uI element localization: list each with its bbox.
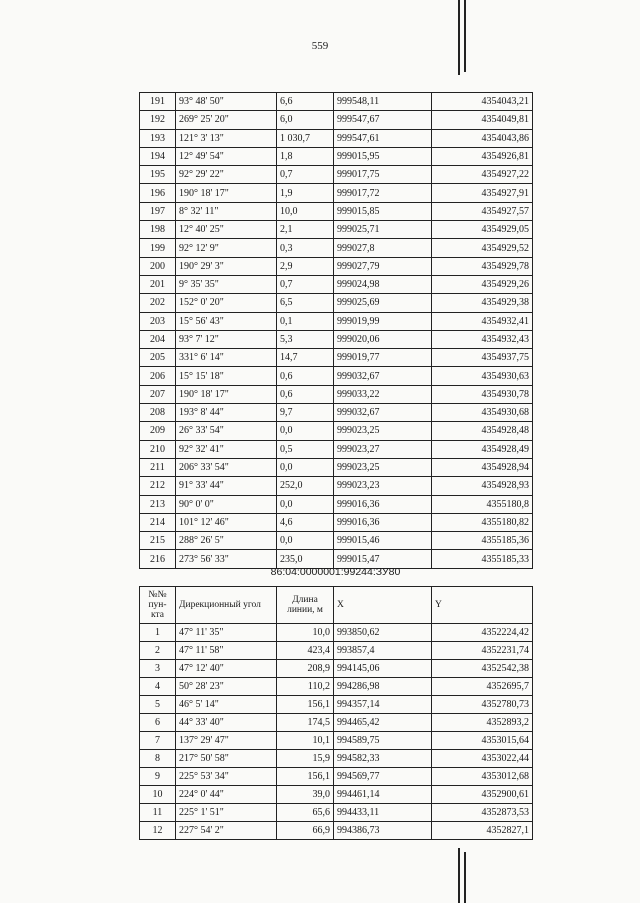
cell-point-number: 2 xyxy=(140,642,176,660)
header-point-number: №№ пун- кта xyxy=(140,587,176,624)
cell-direction-angle: 47° 11' 58" xyxy=(176,642,277,660)
cell-x: 999019,99 xyxy=(334,312,432,330)
cell-point-number: 210 xyxy=(140,440,176,458)
cell-line-length: 174,5 xyxy=(277,714,334,732)
cell-point-number: 204 xyxy=(140,330,176,348)
cell-direction-angle: 93° 48' 50" xyxy=(176,93,277,111)
cell-y: 4354043,21 xyxy=(432,93,533,111)
cell-point-number: 202 xyxy=(140,294,176,312)
cell-direction-angle: 12° 40' 25" xyxy=(176,221,277,239)
cell-y: 4354930,78 xyxy=(432,385,533,403)
cell-x: 994465,42 xyxy=(334,714,432,732)
cell-x: 999019,77 xyxy=(334,349,432,367)
table-row xyxy=(140,532,533,550)
scan-line-bottom-1 xyxy=(458,848,460,903)
cell-x: 999032,67 xyxy=(334,404,432,422)
cell-line-length: 0,6 xyxy=(277,385,334,403)
cell-line-length: 6,5 xyxy=(277,294,334,312)
cell-x: 999023,27 xyxy=(334,440,432,458)
cell-direction-angle: 9° 35' 35" xyxy=(176,275,277,293)
cell-direction-angle: 206° 33' 54" xyxy=(176,458,277,476)
cell-direction-angle: 93° 7' 12" xyxy=(176,330,277,348)
table-row xyxy=(140,367,533,385)
cell-y: 4354930,63 xyxy=(432,367,533,385)
cell-x: 999016,36 xyxy=(334,495,432,513)
cell-direction-angle: 12° 49' 54" xyxy=(176,147,277,165)
cell-direction-angle: 331° 6' 14" xyxy=(176,349,277,367)
cell-point-number: 8 xyxy=(140,750,176,768)
table-row xyxy=(140,93,533,111)
cell-y: 4354927,57 xyxy=(432,202,533,220)
cell-y: 4352827,1 xyxy=(432,822,533,840)
table-row xyxy=(140,786,533,804)
table-row xyxy=(140,184,533,202)
cell-x: 999025,69 xyxy=(334,294,432,312)
cell-line-length: 110,2 xyxy=(277,678,334,696)
table-row xyxy=(140,678,533,696)
cell-point-number: 200 xyxy=(140,257,176,275)
cell-x: 994286,98 xyxy=(334,678,432,696)
cell-point-number: 213 xyxy=(140,495,176,513)
cell-point-number: 7 xyxy=(140,732,176,750)
table-row xyxy=(140,495,533,513)
cell-line-length: 15,9 xyxy=(277,750,334,768)
cell-y: 4353015,64 xyxy=(432,732,533,750)
cell-line-length: 0,0 xyxy=(277,495,334,513)
cell-point-number: 6 xyxy=(140,714,176,732)
cell-x: 999033,22 xyxy=(334,385,432,403)
cell-direction-angle: 269° 25' 20" xyxy=(176,111,277,129)
coordinates-table-parcel xyxy=(139,586,533,840)
cell-line-length: 4,6 xyxy=(277,513,334,531)
cell-line-length: 0,1 xyxy=(277,312,334,330)
table-row xyxy=(140,221,533,239)
cell-point-number: 192 xyxy=(140,111,176,129)
cell-point-number: 5 xyxy=(140,696,176,714)
table-row xyxy=(140,642,533,660)
cell-point-number: 201 xyxy=(140,275,176,293)
cell-line-length: 208,9 xyxy=(277,660,334,678)
cell-y: 4354929,78 xyxy=(432,257,533,275)
cell-line-length: 5,3 xyxy=(277,330,334,348)
cell-direction-angle: 121° 3' 13" xyxy=(176,129,277,147)
cell-direction-angle: 8° 32' 11" xyxy=(176,202,277,220)
cell-y: 4355180,82 xyxy=(432,513,533,531)
cell-x: 994569,77 xyxy=(334,768,432,786)
page-number: 559 xyxy=(311,40,329,52)
cell-y: 4354929,52 xyxy=(432,239,533,257)
cell-x: 999547,67 xyxy=(334,111,432,129)
cell-direction-angle: 15° 15' 18" xyxy=(176,367,277,385)
cell-point-number: 10 xyxy=(140,786,176,804)
cell-y: 4354928,49 xyxy=(432,440,533,458)
cell-point-number: 215 xyxy=(140,532,176,550)
cell-y: 4354928,48 xyxy=(432,422,533,440)
table-header-row xyxy=(140,587,533,624)
cell-x: 999547,61 xyxy=(334,129,432,147)
cell-line-length: 0,5 xyxy=(277,440,334,458)
scan-line-bottom-2 xyxy=(464,852,466,903)
cell-point-number: 191 xyxy=(140,93,176,111)
table-row xyxy=(140,660,533,678)
cell-line-length: 0,3 xyxy=(277,239,334,257)
cell-direction-angle: 152° 0' 20" xyxy=(176,294,277,312)
table-row xyxy=(140,804,533,822)
cell-direction-angle: 47° 12' 40" xyxy=(176,660,277,678)
cell-y: 4354928,93 xyxy=(432,477,533,495)
cell-x: 999032,67 xyxy=(334,367,432,385)
cell-direction-angle: 224° 0' 44" xyxy=(176,786,277,804)
cell-x: 999023,25 xyxy=(334,458,432,476)
cell-point-number: 205 xyxy=(140,349,176,367)
cell-line-length: 65,6 xyxy=(277,804,334,822)
coordinates-table-continued xyxy=(139,92,533,569)
cell-point-number: 212 xyxy=(140,477,176,495)
table-row xyxy=(140,624,533,642)
cell-direction-angle: 92° 29' 22" xyxy=(176,166,277,184)
cell-x: 994582,33 xyxy=(334,750,432,768)
table-row xyxy=(140,385,533,403)
cell-x: 999024,98 xyxy=(334,275,432,293)
cell-line-length: 10,0 xyxy=(277,202,334,220)
cell-direction-angle: 190° 18' 17" xyxy=(176,184,277,202)
cell-line-length: 156,1 xyxy=(277,696,334,714)
cell-line-length: 1 030,7 xyxy=(277,129,334,147)
cell-x: 994145,06 xyxy=(334,660,432,678)
table-row xyxy=(140,696,533,714)
cell-x: 999017,75 xyxy=(334,166,432,184)
cell-x: 993850,62 xyxy=(334,624,432,642)
cell-x: 999015,95 xyxy=(334,147,432,165)
cadastral-number-label: 86:04:0000001:99244:ЗУ80 xyxy=(270,566,401,578)
cell-y: 4354927,91 xyxy=(432,184,533,202)
cell-x: 999020,06 xyxy=(334,330,432,348)
cell-point-number: 206 xyxy=(140,367,176,385)
table-row xyxy=(140,349,533,367)
cell-line-length: 9,7 xyxy=(277,404,334,422)
cell-y: 4353012,68 xyxy=(432,768,533,786)
cell-point-number: 216 xyxy=(140,550,176,568)
cell-direction-angle: 26° 33' 54" xyxy=(176,422,277,440)
cell-x: 999027,79 xyxy=(334,257,432,275)
scan-line-top-1 xyxy=(458,0,460,75)
cell-line-length: 423,4 xyxy=(277,642,334,660)
cell-x: 994589,75 xyxy=(334,732,432,750)
table-row xyxy=(140,129,533,147)
cell-line-length: 2,1 xyxy=(277,221,334,239)
cell-direction-angle: 225° 1' 51" xyxy=(176,804,277,822)
cell-y: 4352900,61 xyxy=(432,786,533,804)
cell-x: 999017,72 xyxy=(334,184,432,202)
table-row xyxy=(140,202,533,220)
cell-x: 999015,46 xyxy=(334,532,432,550)
cell-direction-angle: 15° 56' 43" xyxy=(176,312,277,330)
cell-direction-angle: 101° 12' 46" xyxy=(176,513,277,531)
table-row xyxy=(140,440,533,458)
cell-y: 4352231,74 xyxy=(432,642,533,660)
table-row xyxy=(140,732,533,750)
cell-x: 994386,73 xyxy=(334,822,432,840)
cell-y: 4354929,05 xyxy=(432,221,533,239)
cell-direction-angle: 137° 29' 47" xyxy=(176,732,277,750)
cell-x: 999023,23 xyxy=(334,477,432,495)
cell-y: 4354927,22 xyxy=(432,166,533,184)
cell-x: 994357,14 xyxy=(334,696,432,714)
cell-direction-angle: 217° 50' 58" xyxy=(176,750,277,768)
cell-direction-angle: 288° 26' 5" xyxy=(176,532,277,550)
cell-line-length: 66,9 xyxy=(277,822,334,840)
table-row xyxy=(140,330,533,348)
cell-y: 4352893,2 xyxy=(432,714,533,732)
cell-direction-angle: 47° 11' 35" xyxy=(176,624,277,642)
cell-direction-angle: 92° 32' 41" xyxy=(176,440,277,458)
cell-x: 994433,11 xyxy=(334,804,432,822)
cell-y: 4352695,7 xyxy=(432,678,533,696)
cell-direction-angle: 190° 18' 17" xyxy=(176,385,277,403)
table-row xyxy=(140,768,533,786)
cell-y: 4354049,81 xyxy=(432,111,533,129)
table-row xyxy=(140,714,533,732)
table-row xyxy=(140,750,533,768)
cell-y: 4354043,86 xyxy=(432,129,533,147)
cell-y: 4352542,38 xyxy=(432,660,533,678)
cell-line-length: 14,7 xyxy=(277,349,334,367)
cell-direction-angle: 273° 56' 33" xyxy=(176,550,277,568)
cell-line-length: 10,1 xyxy=(277,732,334,750)
cell-line-length: 6,6 xyxy=(277,93,334,111)
cell-y: 4355185,33 xyxy=(432,550,533,568)
cell-x: 999015,47 xyxy=(334,550,432,568)
cell-y: 4354930,68 xyxy=(432,404,533,422)
table-row xyxy=(140,166,533,184)
cell-point-number: 1 xyxy=(140,624,176,642)
cell-point-number: 11 xyxy=(140,804,176,822)
cell-direction-angle: 46° 5' 14" xyxy=(176,696,277,714)
cell-line-length: 39,0 xyxy=(277,786,334,804)
cell-x: 999016,36 xyxy=(334,513,432,531)
cell-y: 4354928,94 xyxy=(432,458,533,476)
header-y: Y xyxy=(432,587,533,624)
cell-line-length: 10,0 xyxy=(277,624,334,642)
cell-point-number: 209 xyxy=(140,422,176,440)
cell-line-length: 235,0 xyxy=(277,550,334,568)
table-row xyxy=(140,294,533,312)
table-row xyxy=(140,147,533,165)
cell-x: 999025,71 xyxy=(334,221,432,239)
cell-y: 4355180,8 xyxy=(432,495,533,513)
cell-point-number: 195 xyxy=(140,166,176,184)
cell-line-length: 0,7 xyxy=(277,275,334,293)
header-line-length: Длина линии, м xyxy=(277,587,334,624)
cell-direction-angle: 225° 53' 34" xyxy=(176,768,277,786)
cell-point-number: 4 xyxy=(140,678,176,696)
cell-y: 4352873,53 xyxy=(432,804,533,822)
cell-point-number: 3 xyxy=(140,660,176,678)
table-row xyxy=(140,458,533,476)
header-x: X xyxy=(334,587,432,624)
cell-point-number: 12 xyxy=(140,822,176,840)
cell-point-number: 208 xyxy=(140,404,176,422)
cell-point-number: 199 xyxy=(140,239,176,257)
cell-point-number: 211 xyxy=(140,458,176,476)
cell-x: 999015,85 xyxy=(334,202,432,220)
cell-point-number: 207 xyxy=(140,385,176,403)
cell-direction-angle: 227° 54' 2" xyxy=(176,822,277,840)
cell-point-number: 9 xyxy=(140,768,176,786)
cell-direction-angle: 50° 28' 23" xyxy=(176,678,277,696)
cell-point-number: 198 xyxy=(140,221,176,239)
cell-point-number: 194 xyxy=(140,147,176,165)
cell-y: 4354932,43 xyxy=(432,330,533,348)
cell-line-length: 252,0 xyxy=(277,477,334,495)
cell-line-length: 2,9 xyxy=(277,257,334,275)
cell-line-length: 0,0 xyxy=(277,458,334,476)
cell-point-number: 197 xyxy=(140,202,176,220)
scan-line-top-2 xyxy=(464,0,466,72)
cell-y: 4352224,42 xyxy=(432,624,533,642)
cell-point-number: 203 xyxy=(140,312,176,330)
cell-direction-angle: 91° 33' 44" xyxy=(176,477,277,495)
table-row xyxy=(140,513,533,531)
cell-y: 4354932,41 xyxy=(432,312,533,330)
cell-direction-angle: 190° 29' 3" xyxy=(176,257,277,275)
cell-y: 4354929,38 xyxy=(432,294,533,312)
cell-line-length: 0,0 xyxy=(277,532,334,550)
cell-direction-angle: 193° 8' 44" xyxy=(176,404,277,422)
cell-point-number: 196 xyxy=(140,184,176,202)
cell-line-length: 0,0 xyxy=(277,422,334,440)
cell-y: 4355185,36 xyxy=(432,532,533,550)
cell-point-number: 214 xyxy=(140,513,176,531)
cell-y: 4354937,75 xyxy=(432,349,533,367)
cell-x: 999023,25 xyxy=(334,422,432,440)
table-row xyxy=(140,275,533,293)
cell-line-length: 0,7 xyxy=(277,166,334,184)
table-row xyxy=(140,477,533,495)
cell-line-length: 1,8 xyxy=(277,147,334,165)
cell-line-length: 6,0 xyxy=(277,111,334,129)
cell-y: 4354929,26 xyxy=(432,275,533,293)
table-row xyxy=(140,111,533,129)
table-row xyxy=(140,404,533,422)
header-direction-angle: Дирекционный угол xyxy=(176,587,277,624)
cell-x: 994461,14 xyxy=(334,786,432,804)
table-row xyxy=(140,422,533,440)
cell-line-length: 156,1 xyxy=(277,768,334,786)
cell-y: 4353022,44 xyxy=(432,750,533,768)
cell-direction-angle: 92° 12' 9" xyxy=(176,239,277,257)
cell-line-length: 1,9 xyxy=(277,184,334,202)
cell-x: 993857,4 xyxy=(334,642,432,660)
cell-direction-angle: 44° 33' 40" xyxy=(176,714,277,732)
cell-y: 4354926,81 xyxy=(432,147,533,165)
cell-x: 999027,8 xyxy=(334,239,432,257)
table-row xyxy=(140,239,533,257)
cell-direction-angle: 90° 0' 0" xyxy=(176,495,277,513)
table-row xyxy=(140,822,533,840)
table-row xyxy=(140,312,533,330)
cell-x: 999548,11 xyxy=(334,93,432,111)
cell-line-length: 0,6 xyxy=(277,367,334,385)
table-row xyxy=(140,257,533,275)
cell-point-number: 193 xyxy=(140,129,176,147)
cell-y: 4352780,73 xyxy=(432,696,533,714)
